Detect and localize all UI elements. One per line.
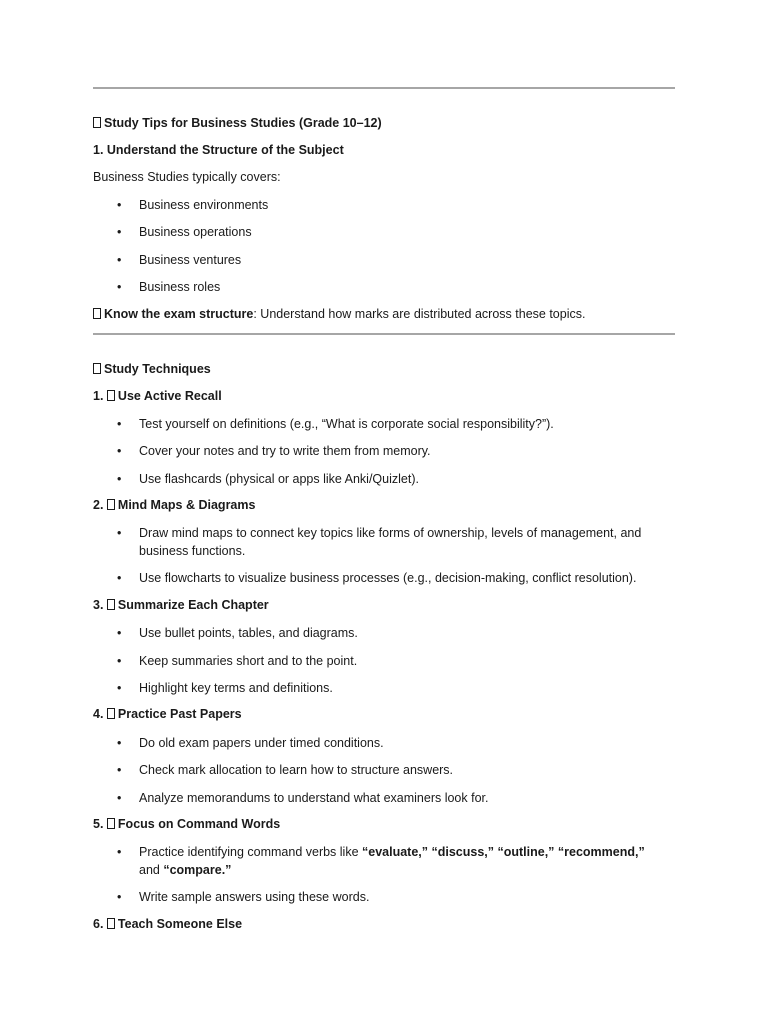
- technique-heading: 2. Mind Maps & Diagrams: [93, 498, 256, 512]
- list-item: • Use bullet points, tables, and diagrams.: [139, 624, 679, 642]
- techniques-heading: Study Techniques: [93, 361, 211, 377]
- technique-heading: 6. Teach Someone Else: [93, 917, 243, 931]
- missing-glyph-icon: [93, 117, 101, 128]
- list-item: • Keep summaries short and to the point.: [139, 652, 679, 670]
- list-item: • Business roles: [139, 278, 679, 296]
- list-item: • Use flowcharts to visualize business processes (e.g., decision-making, conflict resolution).: [139, 569, 679, 587]
- list-item: • Check mark allocation to learn how to structure answers.: [139, 761, 679, 779]
- missing-glyph-icon: [93, 363, 101, 374]
- list-item: • Write sample answers using these words.: [139, 888, 679, 906]
- list-item: • Business ventures: [139, 251, 679, 269]
- horizontal-rule: [93, 87, 675, 89]
- technique-heading: 5. Focus on Command Words: [93, 817, 281, 831]
- list-item: • Analyze memorandums to understand what examiners look for.: [139, 789, 679, 807]
- list-item: • Draw mind maps to connect key topics like forms of ownership, levels of management, and business functions.: [139, 524, 669, 560]
- section-intro: Business Studies typically covers:: [93, 170, 281, 184]
- missing-glyph-icon: [107, 390, 115, 401]
- list-item: • Use flashcards (physical or apps like Anki/Quizlet).: [139, 470, 679, 488]
- technique-heading: 3. Summarize Each Chapter: [93, 598, 269, 612]
- exam-structure-note: Know the exam structure: Understand how marks are distributed across these topics.: [93, 306, 585, 322]
- section-heading: 1. Understand the Structure of the Subject: [93, 143, 344, 157]
- list-item: • Highlight key terms and definitions.: [139, 679, 679, 697]
- technique-heading: 1. Use Active Recall: [93, 389, 222, 403]
- list-item: • Practice identifying command verbs like “evaluate,” “discuss,” “outline,” “recommend,” and “compare.”: [139, 843, 679, 879]
- missing-glyph-icon: [107, 818, 115, 829]
- list-item: • Do old exam papers under timed conditions.: [139, 734, 679, 752]
- list-item: • Business environments: [139, 196, 679, 214]
- missing-glyph-icon: [107, 708, 115, 719]
- list-item: • Cover your notes and try to write them from memory.: [139, 442, 679, 460]
- missing-glyph-icon: [107, 918, 115, 929]
- missing-glyph-icon: [93, 308, 101, 319]
- list-item: • Test yourself on definitions (e.g., “What is corporate social responsibility?”).: [139, 415, 679, 433]
- missing-glyph-icon: [107, 599, 115, 610]
- list-item: • Business operations: [139, 223, 679, 241]
- horizontal-rule: [93, 333, 675, 335]
- technique-heading: 4. Practice Past Papers: [93, 707, 242, 721]
- missing-glyph-icon: [107, 499, 115, 510]
- document-title: Study Tips for Business Studies (Grade 10–12): [93, 115, 382, 131]
